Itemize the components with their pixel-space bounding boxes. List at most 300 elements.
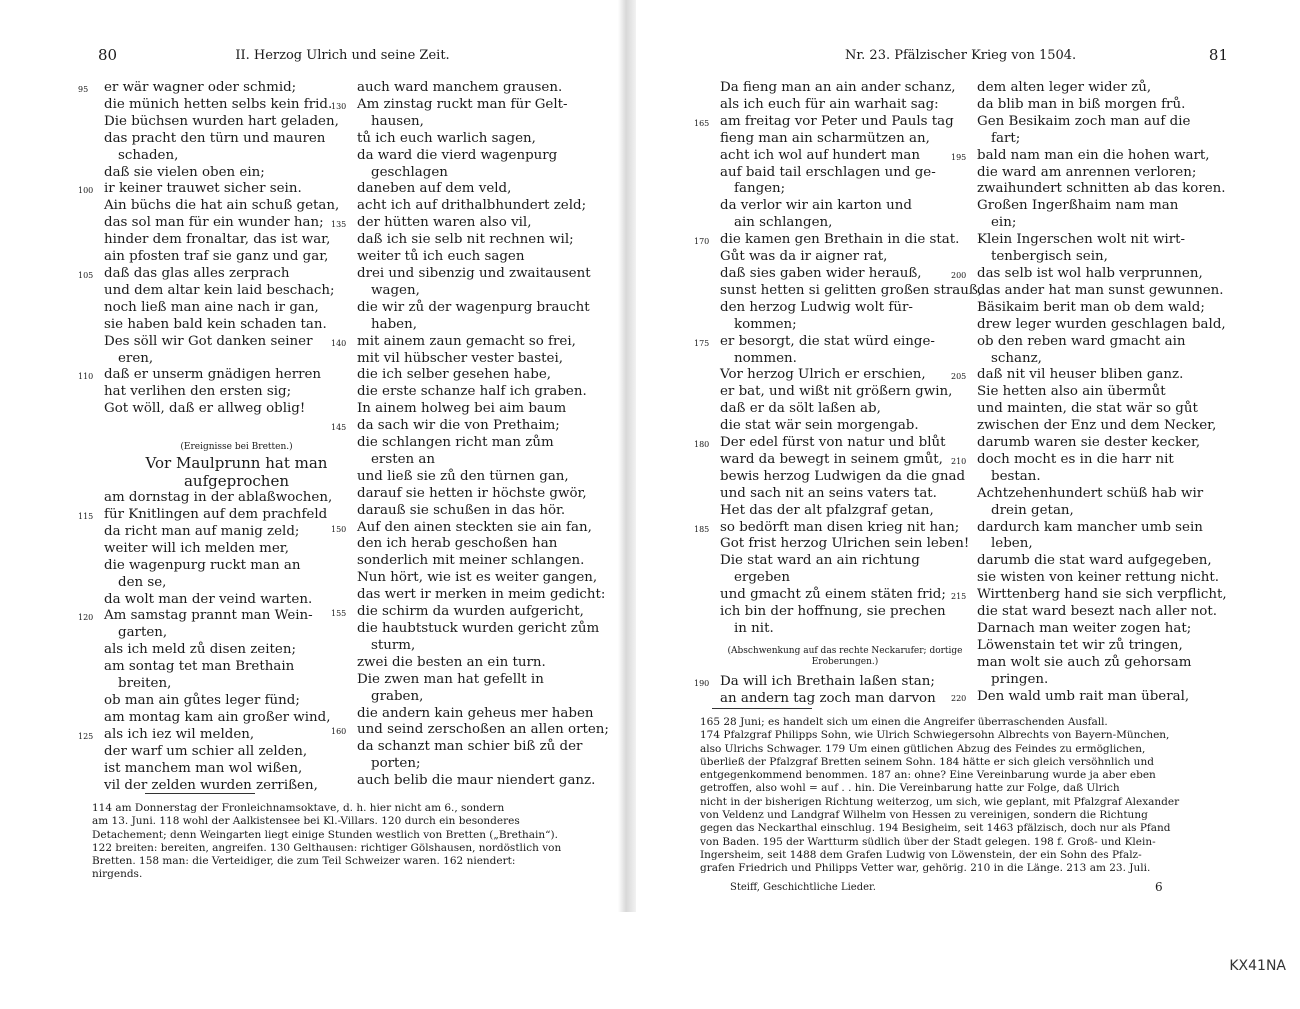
verse-text: das wert ir merken in meim gedicht: [357, 587, 606, 603]
verse-text: die schirm da wurden aufgericht, [357, 604, 584, 620]
verse-line [104, 114, 369, 131]
verse-line [720, 604, 970, 621]
verse-line [104, 215, 369, 232]
verse-line [720, 621, 970, 638]
verse-text: Darnach man weiter zogen hat; [977, 621, 1192, 636]
verse-text: eren, [118, 350, 154, 366]
verse-line [331, 519, 615, 537]
left-footnotes [92, 802, 612, 882]
footnote-line: also Ulrichs Schwager. 179 Um einen gütlichen Abzug des Feindes zu ermöglichen, [700, 742, 1146, 755]
verse-line [104, 744, 369, 761]
verse-text: Großen Ingerßhaim nam man [977, 198, 1179, 214]
verse-text: Gůt was da ir aigner rat, [720, 249, 888, 265]
verse-line [104, 249, 369, 266]
verse-text: daß er da sölt laßen ab, [720, 401, 881, 417]
verse-text: bewis herzog Ludwigen da die gnad [720, 468, 966, 484]
verse-line [720, 536, 970, 553]
verse-line [977, 215, 1227, 232]
verse-line [720, 384, 970, 401]
verse-line [357, 198, 615, 215]
left-page [70, 40, 615, 910]
verse-text: da blib man in biß morgen frů. [977, 96, 1186, 112]
verse-line [977, 604, 1227, 621]
left-column-1 [78, 80, 369, 794]
verse-line [720, 131, 970, 148]
verse-text: pringen. [991, 671, 1049, 687]
line-number: 100 [78, 186, 94, 196]
verse-text: drein getan, [991, 502, 1074, 518]
verse-line [977, 351, 1227, 368]
verse-text: Die stat ward an ain richtung [720, 553, 920, 569]
verse-line [357, 503, 615, 520]
verse-line [977, 553, 1227, 570]
verse-line [694, 435, 970, 452]
verse-line [977, 300, 1227, 317]
verse-line [104, 283, 369, 300]
left-header-title: II. Herzog Ulrich und seine Zeit. [235, 48, 450, 63]
verse-text: und ließ sie zů den türnen gan, [357, 468, 569, 484]
verse-line [104, 198, 369, 215]
verse-line [977, 469, 1227, 486]
footer-signature: 6 [1155, 880, 1163, 894]
verse-text: dem alten leger wider zů, [977, 80, 1152, 95]
verse-text: das pracht den türn und mauren [104, 130, 326, 146]
line-number: 200 [951, 270, 967, 280]
verse-text: am dornstag in der ablaßwochen, [104, 490, 333, 506]
verse-line [977, 97, 1227, 114]
footnote-line: 122 breiten: bereiten, angreifen. 130 Gelthausen: richtiger Gölshausen, nordöstlich von [92, 841, 562, 854]
verse-text: da schanzt man schier biß zů der [357, 739, 583, 755]
line-number: 190 [694, 678, 710, 688]
verse-text: und dem altar kein laid beschach; [104, 282, 335, 298]
verse-text: die stat ward besezt nach aller not. [977, 604, 1218, 620]
verse-line [720, 97, 970, 114]
section-subheading-line: Eroberungen.) [811, 656, 879, 667]
verse-line [104, 676, 369, 693]
footer-author: Steiff, Geschichtliche Lieder. [730, 882, 876, 893]
verse-text: mit vil hübscher vester bastei, [357, 350, 563, 366]
verse-text: In ainem holweg bei aim baum [357, 401, 567, 417]
verse-line [977, 503, 1227, 520]
verse-line [104, 693, 369, 710]
verse-line [977, 165, 1227, 182]
verse-text: und sach nit an seins vaters tat. [720, 485, 937, 501]
verse-line [104, 300, 369, 317]
verse-line [104, 524, 369, 541]
verse-text: acht ich wol auf hundert man [720, 147, 921, 163]
verse-text: haben, [371, 316, 417, 332]
verse-text: zwei die besten an ein turn. [357, 654, 546, 670]
verse-line [720, 300, 970, 317]
line-number: 195 [951, 152, 967, 162]
verse-line [104, 710, 369, 727]
verse-text: daß sies gaben wider herauß, [720, 265, 922, 281]
footnote-line: entgegenkommend benommen. 187 an: ohne? Eine Vereinbarung wurde ja aber eben [700, 769, 1156, 782]
verse-line [357, 739, 615, 756]
verse-line [104, 384, 369, 401]
line-number: 120 [78, 613, 94, 623]
right-footnotes [700, 716, 1225, 876]
verse-line [78, 608, 369, 625]
section-subheading-line: (Abschwenkung auf das rechte Neckarufer; dortige [727, 645, 963, 656]
verse-text: die wagenpurg ruckt man an [104, 557, 301, 573]
verse-text: bestan. [991, 468, 1041, 484]
verse-text: den herzog Ludwig wolt für- [720, 299, 913, 315]
line-number: 95 [78, 85, 89, 94]
verse-text: Gen Besikaim zoch man auf die [977, 113, 1191, 129]
verse-text: zwaihundert schnitten ab das koren. [977, 181, 1226, 197]
verse-text: breiten, [118, 676, 172, 692]
verse-text: daß das glas alles zerprach [104, 265, 290, 281]
verse-line [357, 249, 615, 266]
verse-line [357, 706, 615, 723]
footnote-line: überließ der Pfalzgraf Bretten seinem Sohn. 184 hätte er sich gleich versöhnlich und [700, 755, 1154, 768]
verse-text: ward da bewegt in seinem gmůt, [720, 451, 943, 467]
verse-line [104, 642, 369, 659]
verse-text: drew leger wurden geschlagen bald, [977, 316, 1226, 332]
verse-text: den se, [118, 574, 167, 590]
verse-line [331, 418, 615, 435]
line-number: 125 [78, 731, 94, 741]
verse-text: auch ward manchem grausen. [357, 80, 563, 95]
verse-line [104, 401, 369, 418]
verse-text: da sach wir die von Prethaim; [357, 418, 560, 434]
verse-text: Die büchsen wurden hart geladen, [104, 113, 339, 129]
right-column-1 [694, 80, 983, 708]
verse-text: ob man ain gůtes leger fünd; [104, 693, 300, 708]
verse-text: zwischen der Enz und dem Necker, [977, 418, 1217, 434]
verse-text: Auf den ainen steckten sie ain fan, [357, 519, 592, 535]
verse-text: Got wöll, daß er allweg oblig! [104, 401, 306, 417]
verse-text: die schlangen richt man zům [357, 435, 554, 451]
verse-text: da richt man auf manig zeld; [104, 523, 300, 539]
verse-text: die erste schanze half ich graben. [357, 384, 587, 400]
left-running-header [70, 40, 615, 74]
right-column-2 [951, 80, 1227, 706]
line-number: 135 [331, 220, 347, 230]
verse-text: sie wisten von keiner rettung nicht. [977, 570, 1220, 586]
verse-line [357, 401, 615, 418]
verse-text: ain schlangen, [734, 215, 833, 231]
verse-text: Da fieng man an ain ander schanz, [720, 80, 956, 95]
verse-line [357, 367, 615, 384]
right-page [690, 40, 1230, 910]
line-number: 170 [694, 237, 710, 247]
verse-text: noch ließ man aine nach ir gan, [104, 299, 319, 315]
verse-line [104, 351, 369, 368]
verse-line [331, 604, 615, 621]
line-number: 115 [78, 512, 94, 522]
verse-text: Wirttenberg hand sie sich verpflicht, [977, 587, 1227, 603]
verse-line [357, 587, 615, 604]
verse-text: darauß sie schußen in das hör. [357, 502, 566, 518]
line-number: 155 [331, 609, 347, 619]
verse-line [951, 367, 1227, 384]
verse-text: dardurch kam mancher umb sein [977, 519, 1203, 535]
verse-line [104, 778, 369, 795]
verse-text: als ich meld zů disen zeiten; [104, 642, 296, 658]
verse-text: garten, [118, 625, 168, 641]
verse-text: die ich selber gesehen habe, [357, 367, 552, 383]
verse-text: das selb ist wol halb verprunnen, [977, 265, 1203, 281]
bottom-band [0, 912, 1300, 1009]
verse-line [357, 689, 615, 706]
verse-line [951, 451, 1227, 469]
verse-line [104, 558, 369, 575]
verse-text: am freitag vor Peter und Pauls tag [720, 113, 954, 129]
verse-text: leben, [991, 536, 1033, 552]
verse-text: Die zwen man hat gefellt in [357, 671, 544, 687]
verse-line [977, 283, 1227, 300]
verse-line [720, 486, 970, 503]
verse-text: Am samstag prannt man Wein- [104, 608, 313, 624]
verse-line [720, 553, 970, 570]
verse-text: Sie hetten also ain übermůt [977, 384, 1166, 400]
right-header-title: Nr. 23. Pfälzischer Krieg von 1504. [845, 48, 1077, 63]
verse-line [977, 401, 1227, 418]
verse-text: Got frist herzog Ulrichen sein leben! [720, 536, 970, 552]
verse-text: acht ich auf drithalbhundert zeld; [357, 198, 587, 214]
verse-line [977, 621, 1227, 638]
verse-text: nommen. [734, 350, 797, 366]
left-page-number: 80 [98, 46, 118, 64]
verse-text: ergeben [734, 570, 790, 586]
footnote-line: Detachement; denn Weingarten liegt einige Stunden westlich von Bretten („Brethain“). [92, 828, 558, 841]
verse-line [977, 334, 1227, 351]
verse-text: fart; [991, 130, 1021, 146]
verse-line [977, 198, 1227, 215]
line-number: 130 [331, 101, 347, 111]
footnote-line: nicht in der bisherigen Richtung weiterzog, um sich, wie geplant, mit Pfalzgraf Alexander [700, 795, 1180, 808]
verse-text: die andern kain geheus mer haben [357, 705, 594, 721]
verse-line [720, 249, 970, 266]
verse-line [357, 672, 615, 689]
verse-line [357, 317, 615, 334]
verse-text: als ich iez wil melden, [104, 726, 255, 742]
verse-line [357, 131, 615, 148]
verse-line [357, 553, 615, 570]
verse-line [357, 621, 615, 638]
verse-text: der hütten waren also vil, [357, 215, 532, 231]
verse-text: porten; [371, 756, 421, 772]
verse-line [357, 384, 615, 401]
watermark: KX41NA [1229, 958, 1286, 974]
verse-line [357, 80, 615, 97]
verse-text: die münich hetten selbs kein frid. [104, 96, 333, 112]
verse-line [694, 673, 970, 691]
verse-text: daß ich sie selb nit rechnen wil; [357, 232, 574, 248]
verse-line [357, 165, 615, 182]
verse-text: hinder dem fronaltar, das ist war, [104, 232, 331, 248]
verse-line [694, 113, 970, 131]
verse-text: Klein Ingerschen wolt nit wirt- [977, 232, 1186, 248]
verse-line [357, 435, 615, 452]
verse-text: ein; [991, 215, 1017, 231]
verse-text: darumb waren sie dester kecker, [977, 435, 1201, 451]
verse-line [977, 536, 1227, 553]
verse-text: graben, [371, 688, 424, 704]
verse-text: Bäsikaim berit man ob dem wald; [977, 299, 1205, 315]
verse-text: sturm, [371, 637, 416, 653]
verse-line [104, 490, 369, 507]
verse-line [720, 367, 970, 384]
verse-line [977, 435, 1227, 452]
verse-line [357, 300, 615, 317]
verse-line [357, 114, 615, 131]
verse-text: die haubtstuck wurden gericht zům [357, 621, 600, 636]
verse-line [951, 265, 1227, 283]
verse-text: die ward am anrennen verloren; [977, 164, 1197, 180]
section-subheading: (Ereignisse bei Bretten.) [180, 442, 293, 453]
left-column-2 [331, 80, 615, 790]
verse-line [694, 333, 970, 351]
verse-line [720, 215, 970, 232]
footnote-line: nirgends. [92, 868, 143, 881]
verse-line [720, 570, 970, 587]
verse-line [78, 726, 369, 744]
verse-text: die wir zů der wagenpurg braucht [357, 299, 590, 315]
verse-text: er besorgt, die stat würd einge- [720, 333, 935, 349]
verse-text: geschlagen [371, 164, 448, 180]
verse-text: das sol man für ein wunder han; [104, 215, 324, 231]
verse-text: man wolt sie auch zů gehorsam [977, 654, 1192, 670]
verse-line [357, 469, 615, 486]
verse-line [331, 333, 615, 351]
verse-line [694, 232, 970, 249]
verse-text: da wolt man der veind warten. [104, 591, 313, 607]
verse-text: da verlor wir ain karton und [720, 198, 912, 214]
verse-text: drei und sibenzig und zwaitausent [357, 265, 591, 281]
verse-text: ersten an [371, 451, 435, 467]
verse-line [331, 722, 615, 739]
section-heading-line: Vor Maulprunn hat man [145, 454, 328, 473]
verse-line [977, 232, 1227, 249]
verse-line [104, 575, 369, 592]
verse-text: für Knitlingen auf dem prachfeld [104, 507, 328, 523]
verse-line [104, 334, 369, 351]
verse-line [720, 165, 970, 182]
verse-text: da ward die vierd wagenpurg [357, 147, 558, 163]
verse-line [977, 181, 1227, 198]
verse-line [720, 181, 970, 198]
verse-text: Ain büchs die hat ain schuß getan, [104, 198, 340, 214]
verse-line [977, 520, 1227, 537]
verse-text: weiter will ich melden mer, [104, 540, 289, 556]
verse-line [357, 452, 615, 469]
verse-text: ob den reben ward gmacht ain [977, 333, 1186, 349]
line-number: 180 [694, 440, 710, 450]
verse-text: daß er unserm gnädigen herren [104, 367, 322, 383]
verse-text: er wär wagner oder schmid; [104, 80, 297, 95]
verse-line [977, 114, 1227, 131]
verse-line [951, 688, 1227, 706]
section-heading-line: aufgeprochen [183, 472, 290, 491]
verse-text: tů ich euch warlich sagen, [357, 130, 536, 146]
verse-line [357, 570, 615, 587]
verse-text: sunst hetten si gelitten großen strauß, [720, 282, 983, 298]
verse-line [977, 384, 1227, 401]
verse-line [78, 181, 369, 198]
verse-line [977, 638, 1227, 655]
verse-line [720, 401, 970, 418]
verse-line [78, 367, 369, 384]
verse-text: kommen; [734, 316, 797, 332]
verse-text: hat verlihen den ersten sig; [104, 384, 292, 400]
verse-line [104, 625, 369, 642]
verse-text: weiter tů ich euch sagen [357, 249, 525, 265]
verse-text: am montag kam ain großer wind, [104, 709, 331, 725]
verse-line [720, 503, 970, 520]
verse-text: ain pfosten traf sie ganz und gar, [104, 249, 329, 265]
footnote-line: 174 Pfalzgraf Philipps Sohn, wie Ulrich Schwiegersohn Albrechts von Bayern-München, [700, 729, 1170, 742]
verse-line [720, 587, 970, 604]
verse-text: Am zinstag ruckt man für Gelt- [357, 96, 568, 112]
verse-line [104, 232, 369, 249]
verse-line [720, 80, 970, 97]
verse-text: Nun hört, wie ist es weiter gangen, [357, 570, 598, 586]
verse-line [720, 266, 970, 283]
verse-text: daß nit vil heuser bliben ganz. [977, 367, 1184, 383]
verse-text: daneben auf dem veld, [357, 181, 512, 197]
verse-text: die kamen gen Brethain in die stat. [720, 232, 960, 248]
verse-text: ist manchem man wol wißen, [104, 760, 303, 776]
verse-text: die stat wär sein morgengab. [720, 418, 919, 434]
verse-line [977, 131, 1227, 148]
line-number: 150 [331, 524, 347, 534]
verse-text: schaden, [118, 147, 179, 163]
footnote-line: gegen das Neckarthal einschlug. 194 Besigheim, seit 1463 pfälzisch, doch nur als Pfand [700, 822, 1171, 835]
line-number: 140 [331, 338, 347, 348]
verse-text: Des söll wir Got danken seiner [104, 333, 313, 349]
verse-line [78, 80, 369, 97]
right-running-header [690, 40, 1230, 74]
verse-text: mit ainem zaun gemacht so frei, [357, 333, 576, 349]
verse-line [977, 80, 1227, 97]
verse-line [977, 317, 1227, 334]
footnote-line: von Baden. 195 der Wartturm südlich über der Stadt gelegen. 198 f. Groß- und Klein- [700, 835, 1156, 848]
verse-line [331, 96, 615, 114]
verse-text: auch belib die maur niendert ganz. [357, 773, 596, 789]
footnote-line: Ingersheim, seit 1488 dem Grafen Ludwig von Löwenstein, der ein Sohn des Pfalz- [700, 848, 1142, 861]
verse-line [951, 587, 1227, 604]
verse-text: an andern tag zoch man darvon [720, 690, 936, 706]
page-gutter [618, 0, 636, 1009]
verse-text: doch mocht es in die harr nit [977, 451, 1174, 467]
verse-line [951, 147, 1227, 165]
verse-text: tenbergisch sein, [991, 249, 1108, 265]
verse-line [357, 655, 615, 672]
verse-line [977, 655, 1227, 672]
verse-text: Der edel fürst von natur und blůt [720, 435, 946, 451]
right-page-number: 81 [1208, 46, 1228, 64]
verse-line [720, 148, 970, 165]
verse-text: wagen, [371, 282, 420, 298]
verse-text: und mainten, die stat wär so gůt [977, 401, 1198, 417]
line-number: 105 [78, 270, 94, 280]
verse-line [977, 486, 1227, 503]
line-number: 165 [694, 118, 710, 128]
verse-text: hausen, [371, 113, 424, 129]
verse-text: fangen; [734, 181, 786, 197]
verse-line [357, 351, 615, 368]
verse-line [357, 536, 615, 553]
line-number: 205 [951, 372, 967, 382]
verse-text: fieng man ain scharmützen an, [720, 130, 930, 146]
verse-line [104, 165, 369, 182]
verse-line [357, 283, 615, 300]
verse-text: in nit. [734, 621, 774, 636]
verse-text: ir keiner trauwet sicher sein. [104, 181, 302, 197]
